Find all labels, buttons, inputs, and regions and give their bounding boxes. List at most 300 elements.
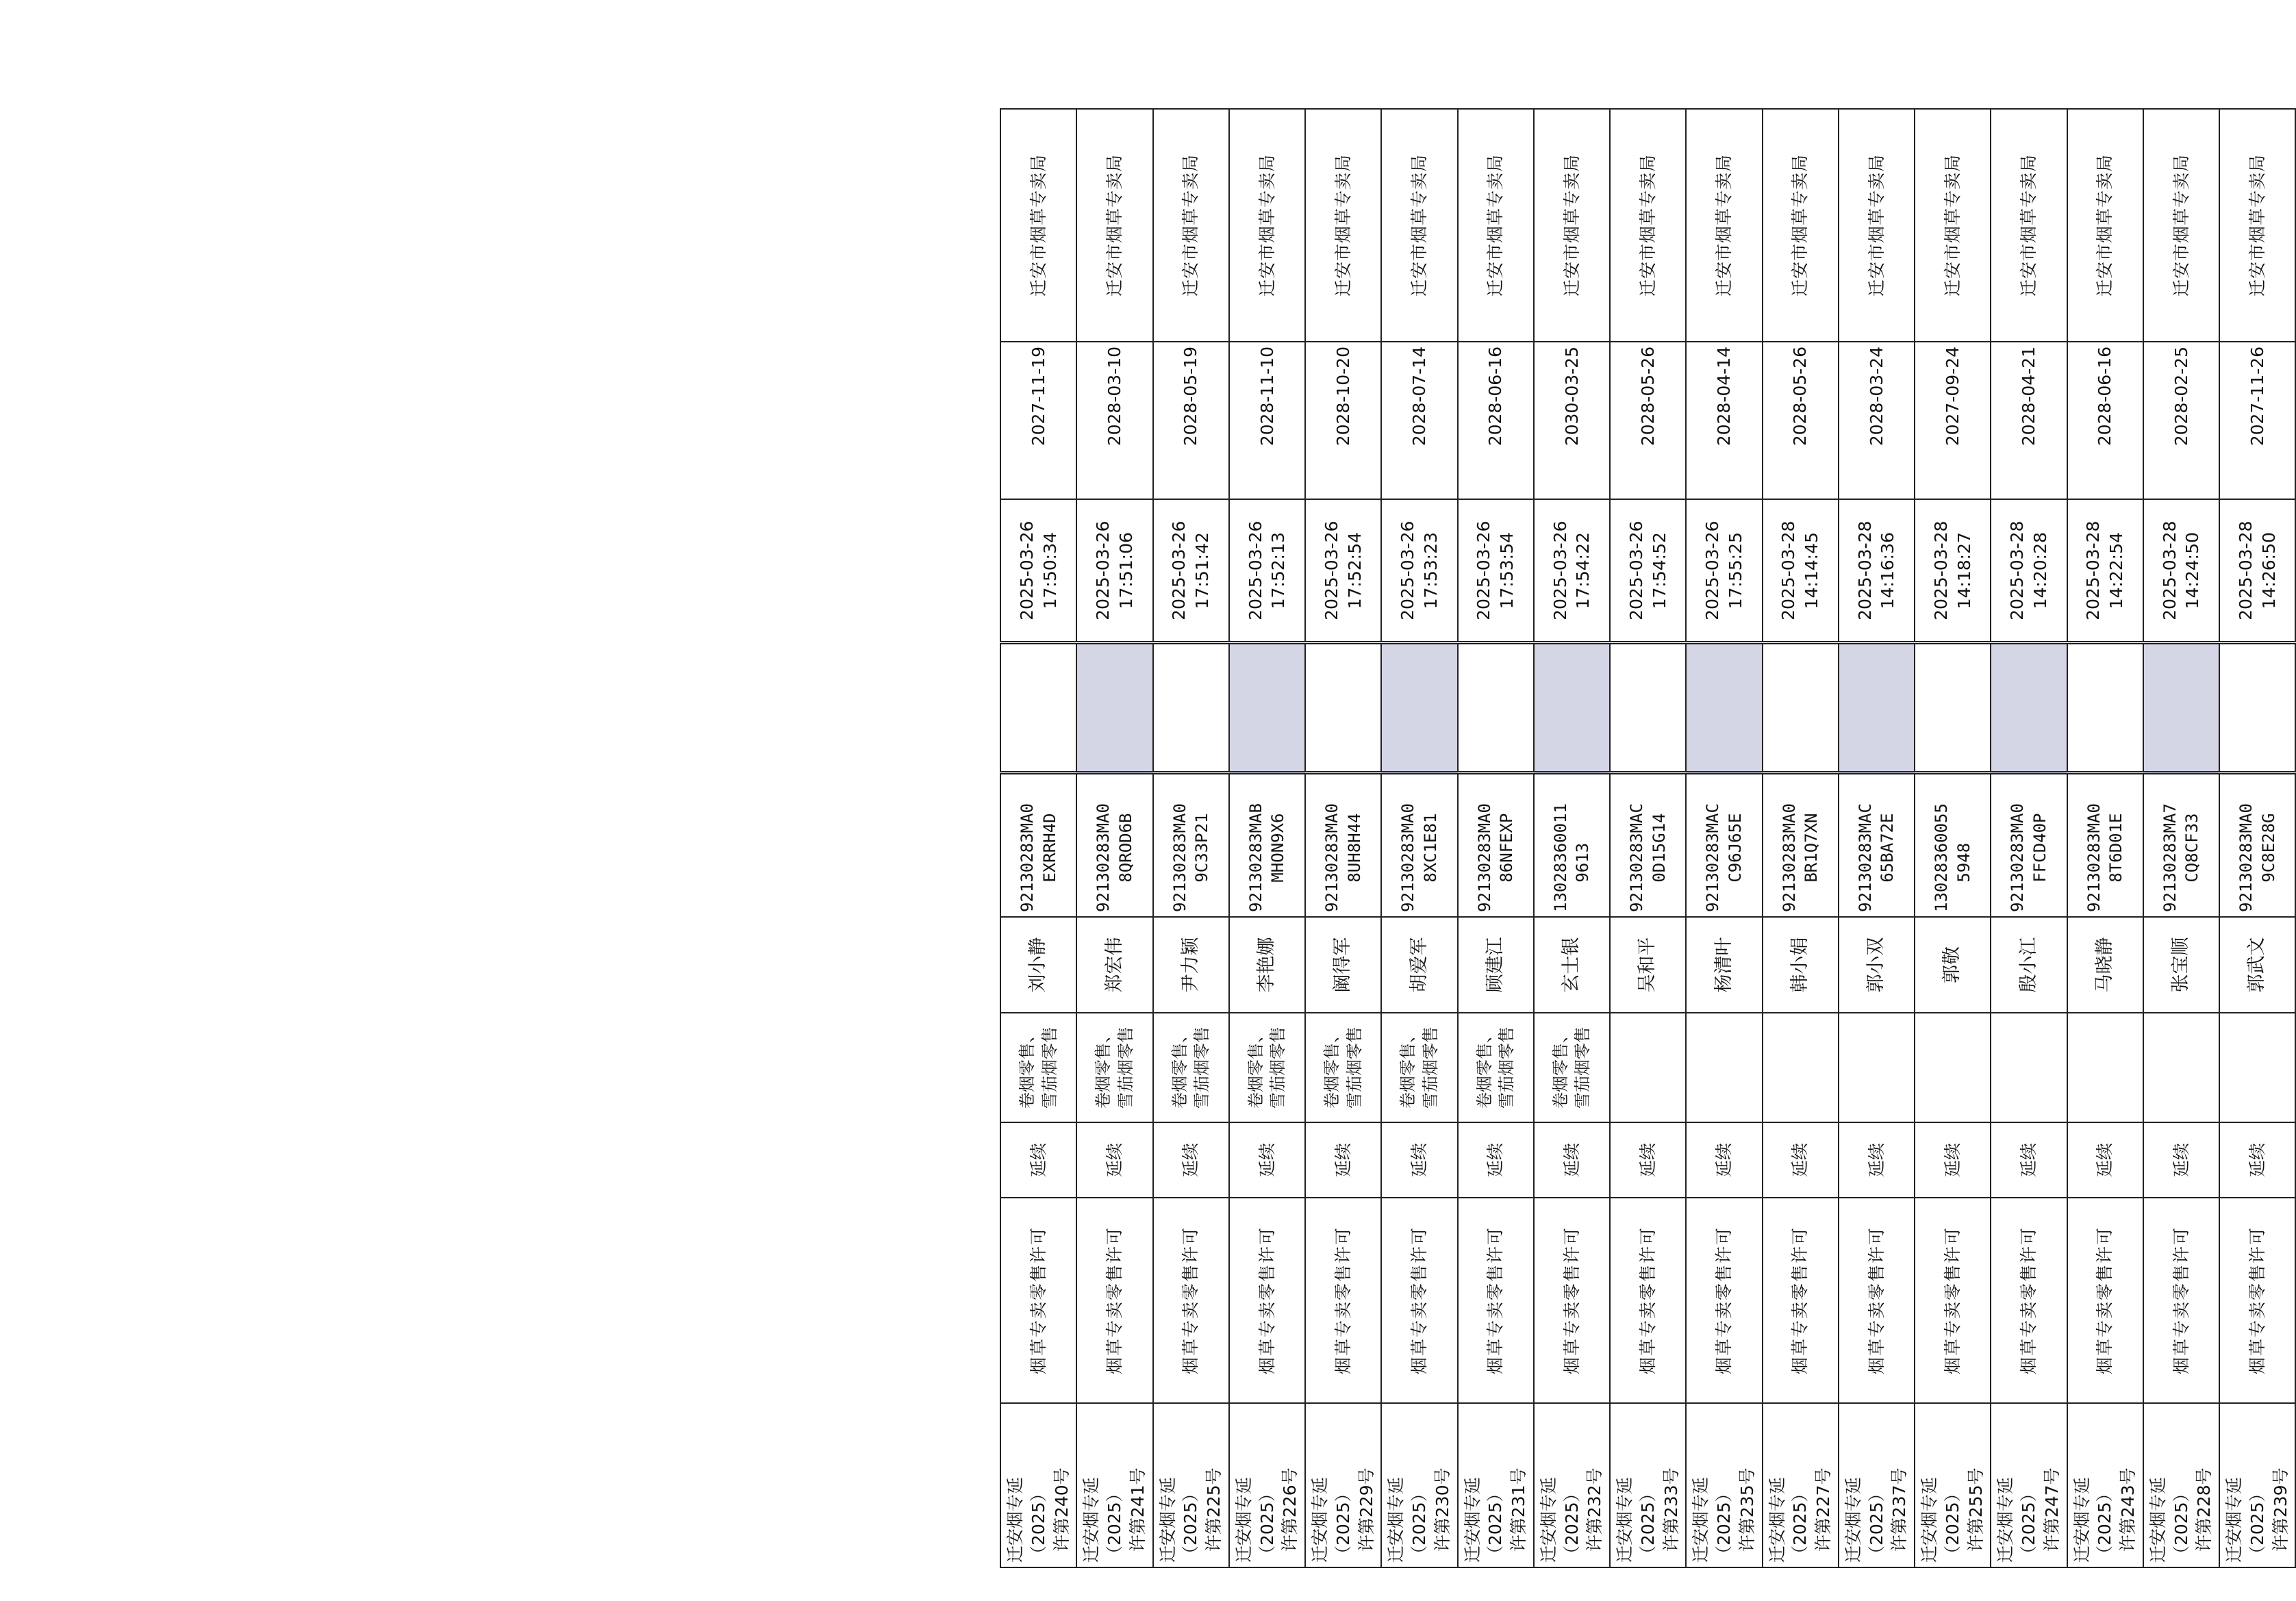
name-text: 顾建江 bbox=[1484, 937, 1506, 993]
time-text: 2025-03-28 bbox=[1930, 520, 1951, 620]
expiry-date-cell bbox=[2143, 342, 2219, 499]
action-text: 延续 bbox=[2171, 1143, 2191, 1178]
expiry-date-cell bbox=[1229, 342, 1305, 499]
org-text: 迁安市烟草专卖局 bbox=[2095, 154, 2115, 297]
code-text: 92130283MAB bbox=[1246, 803, 1265, 912]
action-cell bbox=[1076, 1122, 1152, 1198]
expiry-date-cell bbox=[1458, 342, 1534, 499]
time-text: 17:53:54 bbox=[1497, 532, 1517, 609]
license-number-cell bbox=[1991, 1403, 2067, 1567]
time-text: 14:14:45 bbox=[1802, 532, 1822, 609]
name-text: 李艳娜 bbox=[1256, 937, 1278, 993]
scope-cell bbox=[1229, 1013, 1305, 1122]
holder-name-cell bbox=[1076, 917, 1152, 1013]
scope-cell bbox=[1381, 1013, 1457, 1122]
name-text: 马晓静 bbox=[2093, 937, 2115, 993]
blank-cell bbox=[2143, 643, 2219, 773]
code-text: 13028360011 bbox=[1550, 803, 1570, 912]
blank-cell bbox=[1991, 643, 2067, 773]
license-number-cell bbox=[2143, 1403, 2219, 1567]
type-text: 烟草专卖零售许可 bbox=[2247, 1226, 2267, 1375]
code-text: 8QROD6B bbox=[1115, 813, 1135, 883]
expiry-date-cell bbox=[1381, 342, 1457, 499]
expiry-text: 2028-04-21 bbox=[2019, 346, 2039, 446]
no-text: 许第239号 bbox=[2270, 1467, 2291, 1552]
scope-cell bbox=[1763, 1013, 1839, 1122]
decision-time-cell bbox=[1153, 499, 1229, 643]
credit-code-cell bbox=[1763, 773, 1839, 917]
license-number-cell bbox=[1000, 1403, 1076, 1567]
license-type-cell bbox=[1610, 1198, 1686, 1403]
action-text: 延续 bbox=[1333, 1143, 1353, 1178]
time-text: 17:52:13 bbox=[1268, 532, 1289, 609]
time-text: 2025-03-26 bbox=[1626, 520, 1646, 620]
expiry-date-cell bbox=[1534, 342, 1610, 499]
org-text: 迁安市烟草专卖局 bbox=[2171, 154, 2191, 297]
expiry-text: 2027-11-26 bbox=[2247, 346, 2267, 446]
credit-code-cell bbox=[2219, 773, 2295, 917]
code-text: C96J65E bbox=[1725, 813, 1745, 883]
name-text: 阚得军 bbox=[1332, 937, 1354, 993]
org-text: 迁安市烟草专卖局 bbox=[1866, 154, 1887, 297]
issuing-authority-cell bbox=[1991, 109, 2067, 342]
table-row bbox=[2143, 109, 2219, 1567]
scope-text: 雪茄烟零售 bbox=[1268, 1026, 1288, 1109]
expiry-date-cell bbox=[1305, 342, 1381, 499]
action-cell bbox=[1763, 1122, 1839, 1198]
expiry-text: 2028-10-20 bbox=[1333, 346, 1353, 446]
expiry-text: 2028-02-25 bbox=[2171, 346, 2191, 446]
action-cell bbox=[1458, 1122, 1534, 1198]
holder-name-cell bbox=[1686, 917, 1762, 1013]
code-text: 5948 bbox=[1954, 842, 1973, 883]
org-text: 迁安市烟草专卖局 bbox=[1028, 154, 1048, 297]
decision-time-cell bbox=[1229, 499, 1305, 643]
no-text: 许第247号 bbox=[2041, 1467, 2062, 1552]
code-text: 92130283MA0 bbox=[2236, 803, 2256, 912]
org-text: 迁安市烟草专卖局 bbox=[1105, 154, 1124, 297]
time-text: 2025-03-26 bbox=[1398, 520, 1418, 620]
no-text: 迁安烟专延（2025） bbox=[1081, 1476, 1124, 1563]
time-text: 2025-03-28 bbox=[2235, 520, 2256, 620]
code-text: 92130283MA0 bbox=[1322, 803, 1342, 912]
expiry-text: 2028-04-14 bbox=[1714, 346, 1734, 446]
scope-text: 雪茄烟零售 bbox=[1039, 1026, 1059, 1109]
name-text: 韩小娟 bbox=[1789, 937, 1811, 993]
scope-cell bbox=[1534, 1013, 1610, 1122]
scope-text: 卷烟零售、 bbox=[1474, 1026, 1494, 1109]
decision-time-cell bbox=[1458, 499, 1534, 643]
license-type-cell bbox=[1076, 1198, 1152, 1403]
action-text: 延续 bbox=[1637, 1143, 1658, 1178]
scope-cell bbox=[1610, 1013, 1686, 1122]
scope-text: 卷烟零售、 bbox=[1322, 1026, 1342, 1109]
table-row bbox=[1686, 109, 1762, 1567]
expiry-text: 2028-06-16 bbox=[2095, 346, 2115, 446]
expiry-text: 2028-05-19 bbox=[1181, 346, 1201, 446]
name-text: 尹力颖 bbox=[1179, 937, 1201, 993]
action-text: 延续 bbox=[1181, 1143, 1201, 1178]
holder-name-cell bbox=[1381, 917, 1457, 1013]
license-type-cell bbox=[1839, 1198, 1915, 1403]
scope-text: 雪茄烟零售 bbox=[1115, 1026, 1135, 1109]
holder-name-cell bbox=[1000, 917, 1076, 1013]
scope-text: 卷烟零售、 bbox=[1018, 1026, 1037, 1109]
table-row bbox=[1763, 109, 1839, 1567]
no-text: 迁安烟专延（2025） bbox=[1843, 1476, 1887, 1563]
blank-cell bbox=[1305, 643, 1381, 773]
code-text: 92130283MAC bbox=[1627, 803, 1647, 912]
scope-cell bbox=[1153, 1013, 1229, 1122]
expiry-text: 2028-11-10 bbox=[1257, 346, 1277, 446]
holder-name-cell bbox=[1153, 917, 1229, 1013]
time-text: 17:54:52 bbox=[1649, 532, 1669, 609]
time-text: 17:53:23 bbox=[1420, 532, 1441, 609]
blank-cell bbox=[1686, 643, 1762, 773]
code-text: 92130283MA0 bbox=[1094, 803, 1113, 912]
decision-time-cell bbox=[2067, 499, 2143, 643]
scope-text: 雪茄烟零售 bbox=[1497, 1026, 1517, 1109]
no-text: 许第232号 bbox=[1585, 1467, 1605, 1552]
expiry-date-cell bbox=[1686, 342, 1762, 499]
table-row bbox=[1915, 109, 1991, 1567]
time-text: 2025-03-28 bbox=[1854, 520, 1875, 620]
no-text: 迁安烟专延（2025） bbox=[2147, 1476, 2191, 1563]
time-text: 2025-03-26 bbox=[1474, 520, 1494, 620]
license-type-cell bbox=[1915, 1198, 1991, 1403]
name-text: 殷小江 bbox=[2017, 937, 2039, 993]
action-cell bbox=[2067, 1122, 2143, 1198]
org-text: 迁安市烟草专卖局 bbox=[1485, 154, 1506, 297]
action-cell bbox=[2143, 1122, 2219, 1198]
decision-time-cell bbox=[1381, 499, 1457, 643]
time-text: 2025-03-26 bbox=[1321, 520, 1341, 620]
expiry-date-cell bbox=[1839, 342, 1915, 499]
time-text: 14:22:54 bbox=[2106, 532, 2127, 609]
license-type-cell bbox=[2067, 1198, 2143, 1403]
blank-cell bbox=[2219, 643, 2295, 773]
expiry-date-cell bbox=[1915, 342, 1991, 499]
action-cell bbox=[1839, 1122, 1915, 1198]
type-text: 烟草专卖零售许可 bbox=[1181, 1226, 1201, 1375]
type-text: 烟草专卖零售许可 bbox=[1714, 1226, 1734, 1375]
expiry-date-cell bbox=[2067, 342, 2143, 499]
time-text: 17:54:22 bbox=[1573, 532, 1593, 609]
credit-code-cell bbox=[2143, 773, 2219, 917]
license-number-cell bbox=[1229, 1403, 1305, 1567]
action-text: 延续 bbox=[1485, 1143, 1506, 1178]
action-text: 延续 bbox=[1714, 1143, 1734, 1178]
holder-name-cell bbox=[1839, 917, 1915, 1013]
issuing-authority-cell bbox=[1839, 109, 1915, 342]
license-number-cell bbox=[1153, 1403, 1229, 1567]
holder-name-cell bbox=[1915, 917, 1991, 1013]
holder-name-cell bbox=[1458, 917, 1534, 1013]
time-text: 2025-03-26 bbox=[1550, 520, 1570, 620]
credit-code-cell bbox=[1000, 773, 1076, 917]
no-text: 许第230号 bbox=[1432, 1467, 1452, 1552]
time-text: 2025-03-28 bbox=[2083, 520, 2104, 620]
org-text: 迁安市烟草专卖局 bbox=[1790, 154, 1811, 297]
credit-code-cell bbox=[2067, 773, 2143, 917]
table-row bbox=[1229, 109, 1305, 1567]
action-text: 延续 bbox=[2247, 1143, 2267, 1178]
code-text: 92130283MA0 bbox=[2008, 803, 2028, 912]
rotated-page bbox=[1000, 110, 2291, 1568]
code-text: 92130283MA0 bbox=[1779, 803, 1799, 912]
no-text: 许第243号 bbox=[2118, 1467, 2138, 1552]
no-text: 迁安烟专延（2025） bbox=[1615, 1476, 1658, 1563]
action-text: 延续 bbox=[1028, 1143, 1048, 1178]
action-text: 延续 bbox=[2019, 1143, 2039, 1178]
code-text: 92130283MA7 bbox=[2160, 803, 2180, 912]
holder-name-cell bbox=[1991, 917, 2067, 1013]
license-number-cell bbox=[1839, 1403, 1915, 1567]
decision-time-cell bbox=[1610, 499, 1686, 643]
license-number-cell bbox=[1458, 1403, 1534, 1567]
decision-time-cell bbox=[1839, 499, 1915, 643]
action-cell bbox=[1534, 1122, 1610, 1198]
scope-cell bbox=[1458, 1013, 1534, 1122]
expiry-date-cell bbox=[1763, 342, 1839, 499]
credit-code-cell bbox=[1534, 773, 1610, 917]
table-row bbox=[2219, 109, 2295, 1567]
expiry-text: 2028-05-26 bbox=[1637, 346, 1658, 446]
time-text: 14:20:28 bbox=[2030, 532, 2050, 609]
scope-text: 卷烟零售、 bbox=[1398, 1026, 1418, 1109]
type-text: 烟草专卖零售许可 bbox=[1409, 1226, 1429, 1375]
org-text: 迁安市烟草专卖局 bbox=[1637, 154, 1658, 297]
type-text: 烟草专卖零售许可 bbox=[1790, 1226, 1811, 1375]
code-text: 65BA72E bbox=[1878, 813, 1897, 883]
time-text: 17:51:06 bbox=[1115, 532, 1136, 609]
issuing-authority-cell bbox=[1305, 109, 1381, 342]
credit-code-cell bbox=[1153, 773, 1229, 917]
blank-cell bbox=[1153, 643, 1229, 773]
no-text: 许第225号 bbox=[1204, 1467, 1224, 1552]
code-text: 8T6D01E bbox=[2106, 813, 2126, 883]
no-text: 迁安烟专延（2025） bbox=[1462, 1476, 1506, 1563]
table-row bbox=[1534, 109, 1610, 1567]
no-text: 许第235号 bbox=[1737, 1467, 1757, 1552]
time-text: 17:50:34 bbox=[1039, 532, 1060, 609]
code-text: 9C33P21 bbox=[1192, 813, 1212, 883]
org-text: 迁安市烟草专卖局 bbox=[1181, 154, 1201, 297]
no-text: 许第237号 bbox=[1889, 1467, 1910, 1552]
time-text: 17:52:54 bbox=[1344, 532, 1365, 609]
no-text: 许第240号 bbox=[1051, 1467, 1072, 1552]
no-text: 许第227号 bbox=[1813, 1467, 1833, 1552]
expiry-text: 2028-06-16 bbox=[1485, 346, 1506, 446]
type-text: 烟草专卖零售许可 bbox=[1942, 1226, 1963, 1375]
credit-code-cell bbox=[1305, 773, 1381, 917]
license-table bbox=[1000, 108, 2296, 1568]
code-text: CQ8CF33 bbox=[2182, 813, 2202, 883]
no-text: 迁安烟专延（2025） bbox=[1538, 1476, 1582, 1563]
issuing-authority-cell bbox=[1381, 109, 1457, 342]
issuing-authority-cell bbox=[1763, 109, 1839, 342]
license-number-cell bbox=[2067, 1403, 2143, 1567]
no-text: 迁安烟专延（2025） bbox=[1310, 1476, 1353, 1563]
decision-time-cell bbox=[1076, 499, 1152, 643]
license-type-cell bbox=[1153, 1198, 1229, 1403]
code-text: 9C8E28G bbox=[2258, 813, 2278, 883]
decision-time-cell bbox=[1000, 499, 1076, 643]
issuing-authority-cell bbox=[1153, 109, 1229, 342]
name-text: 张宝顺 bbox=[2170, 937, 2192, 993]
table-row bbox=[1000, 109, 1076, 1567]
expiry-date-cell bbox=[2219, 342, 2295, 499]
name-text: 郑宏伟 bbox=[1103, 937, 1125, 993]
blank-cell bbox=[1915, 643, 1991, 773]
name-text: 吴和平 bbox=[1637, 937, 1658, 993]
action-cell bbox=[1229, 1122, 1305, 1198]
holder-name-cell bbox=[2067, 917, 2143, 1013]
decision-time-cell bbox=[1991, 499, 2067, 643]
expiry-text: 2030-03-25 bbox=[1561, 346, 1582, 446]
table-row bbox=[1305, 109, 1381, 1567]
license-type-cell bbox=[1991, 1198, 2067, 1403]
no-text: 迁安烟专延（2025） bbox=[1767, 1476, 1811, 1563]
holder-name-cell bbox=[2219, 917, 2295, 1013]
action-cell bbox=[2219, 1122, 2295, 1198]
license-type-cell bbox=[1381, 1198, 1457, 1403]
action-text: 延续 bbox=[1257, 1143, 1277, 1178]
decision-time-cell bbox=[2219, 499, 2295, 643]
code-text: 13028360055 bbox=[1932, 803, 1952, 912]
org-text: 迁安市烟草专卖局 bbox=[1714, 154, 1734, 297]
name-text: 郭敬 bbox=[1941, 946, 1963, 983]
org-text: 迁安市烟草专卖局 bbox=[1942, 154, 1963, 297]
time-text: 2025-03-26 bbox=[1093, 520, 1113, 620]
no-text: 许第241号 bbox=[1127, 1467, 1148, 1552]
action-cell bbox=[1153, 1122, 1229, 1198]
scope-text: 雪茄烟零售 bbox=[1573, 1026, 1593, 1109]
expiry-text: 2028-05-26 bbox=[1790, 346, 1811, 446]
issuing-authority-cell bbox=[2067, 109, 2143, 342]
scope-cell bbox=[1991, 1013, 2067, 1122]
table-row bbox=[1610, 109, 1686, 1567]
credit-code-cell bbox=[1991, 773, 2067, 917]
action-cell bbox=[1381, 1122, 1457, 1198]
code-text: BR1Q7XN bbox=[1802, 813, 1821, 883]
issuing-authority-cell bbox=[2219, 109, 2295, 342]
scope-cell bbox=[1305, 1013, 1381, 1122]
credit-code-cell bbox=[1458, 773, 1534, 917]
type-text: 烟草专卖零售许可 bbox=[1105, 1226, 1124, 1375]
blank-cell bbox=[1763, 643, 1839, 773]
type-text: 烟草专卖零售许可 bbox=[2171, 1226, 2191, 1375]
org-text: 迁安市烟草专卖局 bbox=[2247, 154, 2267, 297]
expiry-text: 2028-03-24 bbox=[1866, 346, 1887, 446]
time-text: 2025-03-28 bbox=[2159, 520, 2180, 620]
type-text: 烟草专卖零售许可 bbox=[1333, 1226, 1353, 1375]
holder-name-cell bbox=[1763, 917, 1839, 1013]
time-text: 2025-03-28 bbox=[2007, 520, 2028, 620]
name-text: 刘小静 bbox=[1027, 937, 1049, 993]
expiry-date-cell bbox=[1076, 342, 1152, 499]
license-number-cell bbox=[1763, 1403, 1839, 1567]
no-text: 迁安烟专延（2025） bbox=[1386, 1476, 1429, 1563]
action-cell bbox=[1610, 1122, 1686, 1198]
license-number-cell bbox=[1534, 1403, 1610, 1567]
action-text: 延续 bbox=[1866, 1143, 1887, 1178]
type-text: 烟草专卖零售许可 bbox=[1028, 1226, 1048, 1375]
no-text: 迁安烟专延（2025） bbox=[1233, 1476, 1277, 1563]
issuing-authority-cell bbox=[2143, 109, 2219, 342]
issuing-authority-cell bbox=[1534, 109, 1610, 342]
license-type-cell bbox=[1686, 1198, 1762, 1403]
code-text: 9613 bbox=[1573, 842, 1593, 883]
decision-time-cell bbox=[2143, 499, 2219, 643]
action-cell bbox=[1991, 1122, 2067, 1198]
time-text: 14:16:36 bbox=[1878, 532, 1898, 609]
scope-text: 卷烟零售、 bbox=[1246, 1026, 1265, 1109]
time-text: 2025-03-26 bbox=[1169, 520, 1189, 620]
table-row bbox=[1153, 109, 1229, 1567]
issuing-authority-cell bbox=[1686, 109, 1762, 342]
license-number-cell bbox=[2219, 1403, 2295, 1567]
credit-code-cell bbox=[1915, 773, 1991, 917]
scope-text: 卷烟零售、 bbox=[1094, 1026, 1113, 1109]
action-text: 延续 bbox=[2095, 1143, 2115, 1178]
code-text: 86NFEXP bbox=[1497, 813, 1517, 883]
credit-code-cell bbox=[1229, 773, 1305, 917]
license-type-cell bbox=[2219, 1198, 2295, 1403]
blank-cell bbox=[1381, 643, 1457, 773]
code-text: EXRRH4D bbox=[1039, 813, 1059, 883]
credit-code-cell bbox=[1610, 773, 1686, 917]
code-text: 8XC1E81 bbox=[1420, 813, 1440, 883]
license-number-cell bbox=[1381, 1403, 1457, 1567]
license-number-cell bbox=[1915, 1403, 1991, 1567]
scope-cell bbox=[1686, 1013, 1762, 1122]
code-text: 92130283MA0 bbox=[2084, 803, 2104, 912]
name-text: 玄士银 bbox=[1561, 937, 1582, 993]
table-row bbox=[1076, 109, 1152, 1567]
action-text: 延续 bbox=[1942, 1143, 1963, 1178]
holder-name-cell bbox=[1610, 917, 1686, 1013]
code-text: 0D15G14 bbox=[1649, 813, 1669, 883]
time-text: 2025-03-26 bbox=[1245, 520, 1265, 620]
code-text: 92130283MA0 bbox=[1018, 803, 1037, 912]
scope-text: 雪茄烟零售 bbox=[1192, 1026, 1212, 1109]
time-text: 2025-03-26 bbox=[1702, 520, 1723, 620]
blank-cell bbox=[1534, 643, 1610, 773]
expiry-text: 2028-03-10 bbox=[1105, 346, 1124, 446]
holder-name-cell bbox=[1305, 917, 1381, 1013]
scope-cell bbox=[2067, 1013, 2143, 1122]
expiry-text: 2027-09-24 bbox=[1942, 346, 1963, 446]
no-text: 迁安烟专延（2025） bbox=[1691, 1476, 1734, 1563]
license-number-cell bbox=[1686, 1403, 1762, 1567]
issuing-authority-cell bbox=[1076, 109, 1152, 342]
issuing-authority-cell bbox=[1610, 109, 1686, 342]
expiry-date-cell bbox=[1153, 342, 1229, 499]
name-text: 杨清叶 bbox=[1713, 937, 1734, 993]
expiry-text: 2027-11-19 bbox=[1028, 346, 1048, 446]
type-text: 烟草专卖零售许可 bbox=[2095, 1226, 2115, 1375]
time-text: 17:55:25 bbox=[1725, 532, 1745, 609]
license-type-cell bbox=[1534, 1198, 1610, 1403]
code-text: 92130283MAC bbox=[1855, 803, 1875, 912]
no-text: 迁安烟专延（2025） bbox=[1005, 1476, 1048, 1563]
type-text: 烟草专卖零售许可 bbox=[1637, 1226, 1658, 1375]
decision-time-cell bbox=[1915, 499, 1991, 643]
issuing-authority-cell bbox=[1915, 109, 1991, 342]
decision-time-cell bbox=[1305, 499, 1381, 643]
action-cell bbox=[1915, 1122, 1991, 1198]
